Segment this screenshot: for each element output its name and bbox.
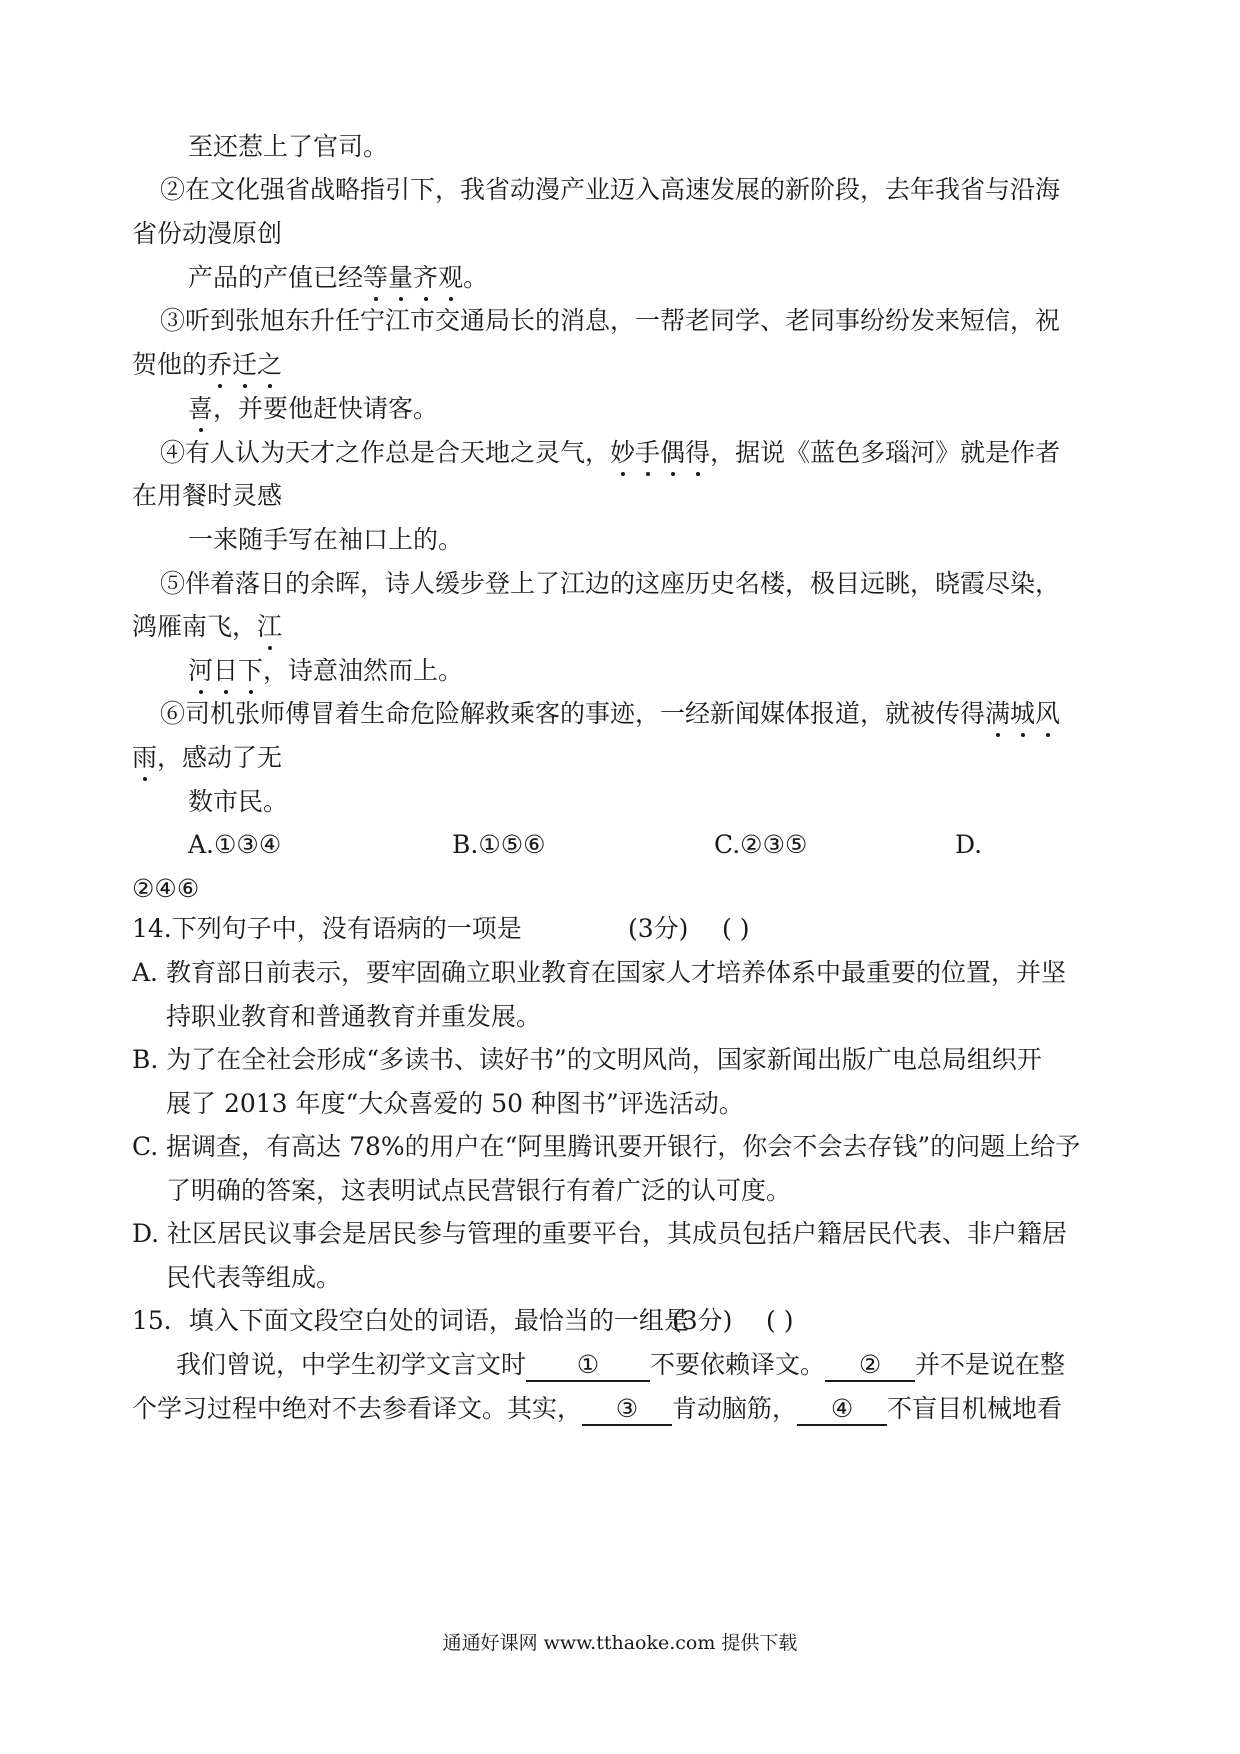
q13-item-6-line-a: ⑥司机张师傅冒着生命危险解救乘客的事迹，一经新闻媒体报道，就被传得满城风 (160, 697, 1060, 731)
q13-item-2-line-c: 产品的产值已经等量齐观。 (188, 261, 488, 295)
q13-option-c: C.②③⑤ (714, 830, 808, 859)
q13-item-3-line-a: ③听到张旭东升任宁江市交通局长的消息，一帮老同学、老同事纷纷发来短信，祝 (160, 306, 1061, 335)
emphasis-char: 迁 (232, 348, 257, 382)
fill-blank-4: ④ (797, 1394, 887, 1426)
emphasis-char: 日 (213, 654, 238, 688)
emphasis-char: 偶 (660, 436, 685, 470)
emphasis-char: 观 (438, 261, 463, 295)
emphasis-char: 喜 (188, 392, 213, 426)
emphasis-char: 雨 (132, 741, 157, 775)
q14-option-a-line-2: 持职业教育和普通教育并重发展。 (166, 1002, 542, 1031)
page-footer: 通通好课网 www.tthaoke.com 提供下载 (442, 1632, 798, 1654)
emphasis-char: 得 (685, 436, 710, 470)
q15-passage-line-2: 个学习过程中绝对不去参看译文。其实， ③ 肯动脑筋， ④ 不盲目机械地看 (132, 1392, 1062, 1426)
emphasis-char: 妙 (610, 436, 635, 470)
emphasis-char: 等 (363, 261, 388, 295)
q15-score: (3分) (672, 1306, 733, 1335)
q13-item-4-line-a: ④有人认为天才之作总是合天地之灵气，妙手偶得，据说《蓝色多瑙河》就是作者 (160, 436, 1060, 470)
emphasis-char: 河 (188, 654, 213, 688)
fill-blank-3: ③ (582, 1394, 672, 1426)
q14-option-c-line-2: 了明确的答案，这表明试点民营银行有着广泛的认可度。 (166, 1176, 792, 1205)
emphasis-char: 之 (257, 348, 282, 382)
q13-item-2-line-b: 省份动漫原创 (132, 219, 283, 248)
q14-option-b-line-2: 展了 2013 年度“大众喜爱的 50 种图书”评选活动。 (166, 1089, 744, 1118)
q13-item-2-line-a: ②在文化强省战略指引下，我省动漫产业迈入高速发展的新阶段，去年我省与沿海 (160, 175, 1061, 204)
q14-score: (3分) (628, 914, 689, 943)
q15-passage-line-1: 我们曾说，中学生初学文言文时 ① 不要依赖译文。 ② 并不是说在整 (176, 1348, 1065, 1382)
emphasis-char: 风 (1035, 697, 1060, 731)
q13-item-3-line-b: 贺他的乔迁之 (132, 348, 282, 382)
emphasis-char: 手 (635, 436, 660, 470)
q13-item-6-line-c: 数市民。 (188, 787, 289, 816)
q13-item-4-line-c: 一来随手写在袖口上的。 (188, 525, 464, 554)
q14-option-b-line-1: B. 为了在全社会形成“多读书、读好书”的文明风尚，国家新闻出版广电总局组织开 (132, 1045, 1042, 1074)
q13-option-b: B.①⑤⑥ (452, 830, 546, 859)
emphasis-char: 量 (388, 261, 413, 295)
q13-item-5-line-c: 河日下，诗意油然而上。 (188, 654, 463, 688)
q15-stem: 15．填入下面文段空白处的词语，最恰当的一组是 (132, 1306, 689, 1335)
q13-item-5-line-a: ⑤伴着落日的余晖，诗人缓步登上了江边的这座历史名楼，极目远眺，晓霞尽染， (160, 569, 1061, 598)
q14-option-d-line-2: 民代表等组成。 (166, 1263, 342, 1292)
q15-answer-paren: ( ) (766, 1306, 794, 1335)
fill-blank-1: ① (526, 1350, 650, 1382)
emphasis-char: 乔 (207, 348, 232, 382)
q14-option-c-line-1: C. 据调查，有高达 78%的用户在“阿里腾讯要开银行，你会不会去存钱”的问题上给予 (132, 1132, 1081, 1161)
emphasis-char: 满 (985, 697, 1010, 731)
emphasis-char: 齐 (413, 261, 438, 295)
q13-item-3-line-c: 喜，并要他赶快请客。 (188, 392, 438, 426)
q13-line-1: 至还惹上了官司。 (188, 132, 389, 161)
q14-answer-paren: ( ) (722, 914, 750, 943)
q14-option-d-line-1: D. 社区居民议事会是居民参与管理的重要平台，其成员包括户籍居民代表、非户籍居 (132, 1219, 1068, 1248)
q13-option-d-continued: ②④⑥ (132, 874, 200, 903)
q13-option-a: A.①③④ (188, 830, 282, 859)
emphasis-char: 江 (257, 610, 282, 644)
q13-item-6-line-b: 雨，感动了无 (132, 741, 282, 775)
q14-option-a-line-1: A. 教育部日前表示，要牢固确立职业教育在国家人才培养体系中最重要的位置，并坚 (132, 958, 1066, 987)
q13-item-4-line-b: 在用餐时灵感 (132, 481, 283, 510)
q14-stem: 14.下列句子中，没有语病的一项是 (132, 914, 522, 943)
q13-option-d: D. (955, 830, 983, 859)
emphasis-char: 城 (1010, 697, 1035, 731)
fill-blank-2: ② (825, 1350, 915, 1382)
q13-item-5-line-b: 鸿雁南飞，江 (132, 610, 282, 644)
emphasis-char: 下 (238, 654, 263, 688)
